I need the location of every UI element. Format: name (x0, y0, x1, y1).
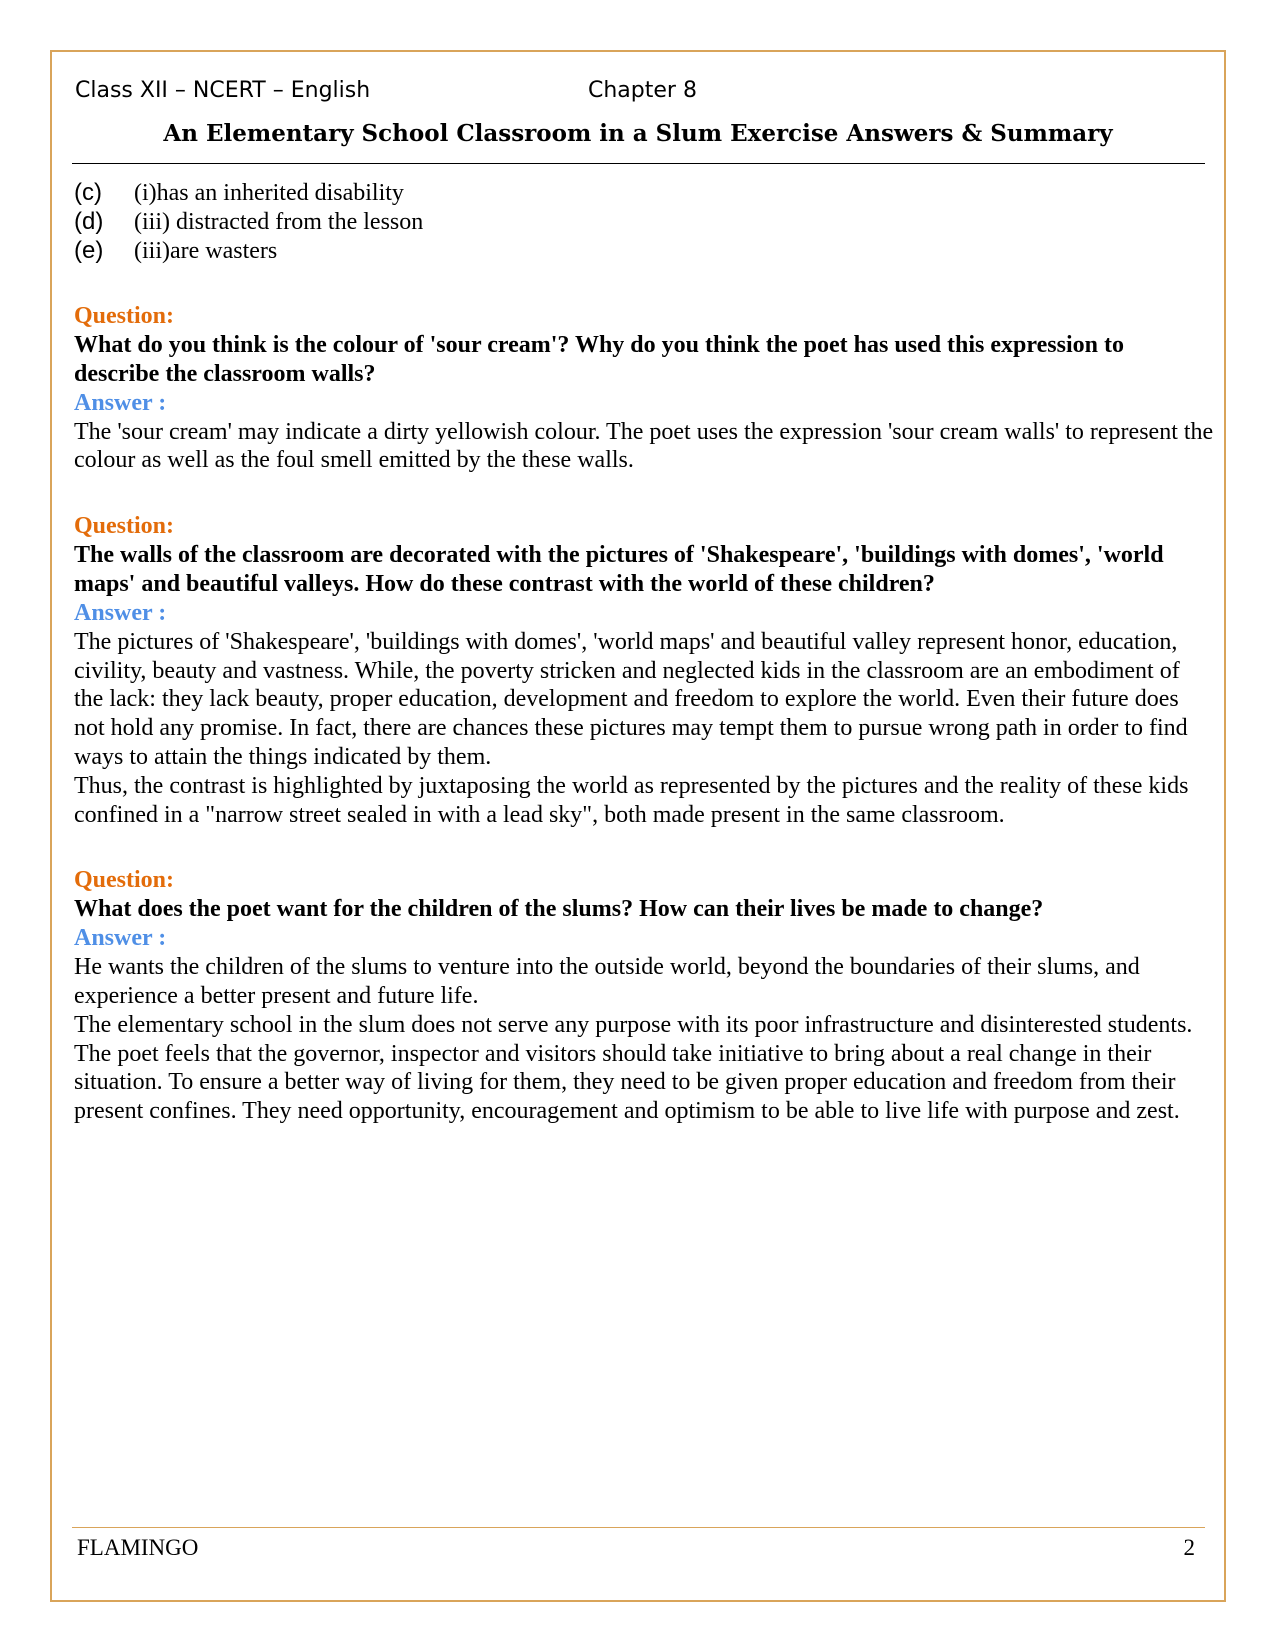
answer-label: Answer : (74, 925, 167, 952)
header-divider (72, 163, 1205, 164)
answer-paragraph: The 'sour cream' may indicate a dirty yellowish colour. The poet uses the expression 'sour cream walls' to represent the colour as well as the foul smell emitted by the these walls. (74, 418, 1214, 474)
question-text: What does the poet want for the children of the slums? How can their lives be made to change? (74, 896, 1044, 923)
answer-paragraph: He wants the children of the slums to venture into the outside world, beyond the boundaries of their slums, and experience a better present and future life. (74, 954, 1140, 1009)
question-label: Question: (74, 867, 175, 894)
option-letter: (e) (74, 237, 104, 264)
question-label: Question: (74, 303, 175, 329)
page-number: 2 (1183, 1535, 1195, 1560)
option-item (74, 178, 1214, 207)
option-text: (iii)are wasters (134, 238, 278, 264)
option-item (74, 236, 1214, 265)
option-item (74, 207, 1214, 236)
footer-book-name: FLAMINGO (77, 1535, 199, 1560)
option-letter: (c) (74, 179, 102, 206)
question-text: What do you think is the colour of 'sour cream'? Why do you think the poet has used this expression to describe the classroom walls? (74, 332, 1124, 387)
answer-text (74, 418, 1214, 476)
header-class-label: Class XII – NCERT – English (75, 78, 371, 103)
qa-block-2 (74, 512, 1214, 829)
header-chapter-label: Chapter 8 (588, 78, 697, 103)
answer-label: Answer : (74, 389, 167, 416)
document-body (74, 178, 1214, 1126)
question-label: Question: (74, 513, 175, 540)
question-text: The walls of the classroom are decorated with the pictures of 'Shakespeare', 'buildings with domes', 'world maps' and beautiful valleys. How do these contrast with the world of these children? (74, 542, 1164, 597)
option-text: (iii) distracted from the lesson (134, 209, 424, 235)
answer-text (74, 628, 1214, 830)
option-list (74, 178, 1214, 265)
option-text: (i)has an inherited disability (134, 180, 404, 206)
page-title: An Elementary School Classroom in a Slum Exercise Answers & Summary (163, 120, 1113, 147)
footer-divider (72, 1527, 1205, 1528)
answer-paragraph: The pictures of 'Shakespeare', 'buildings with domes', 'world maps' and beautiful valley represent honor, education, civility, beauty and vastness. While, the poverty stricken and neglected kids in the classroom are an embodiment of the lack: they lack beauty, proper education, development and freedom to explore the world. Even their future does not hold any promise. In fact, there are chances these pictures may tempt them to pursue wrong path in order to find ways to attain the things indicated by them. (74, 628, 1188, 770)
answer-paragraph: The elementary school in the slum does not serve any purpose with its poor infrastructure and disinterested students. The poet feels that the governor, inspector and visitors should take initiative to bring about a real change in their situation. To ensure a better way of living for them, they need to be given proper education and freedom from their present confines. They need opportunity, encouragement and optimism to be able to live life with purpose and zest. (74, 1011, 1193, 1125)
answer-paragraph: Thus, the contrast is highlighted by juxtaposing the world as represented by the pictures and the reality of these kids confined in a "narrow street sealed in with a lead sky", both made present in the same classroom. (74, 772, 1189, 828)
answer-text (74, 953, 1214, 1126)
answer-label: Answer : (74, 599, 167, 626)
qa-block-1 (74, 302, 1214, 475)
option-letter: (d) (74, 208, 104, 235)
qa-block-3 (74, 866, 1214, 1126)
